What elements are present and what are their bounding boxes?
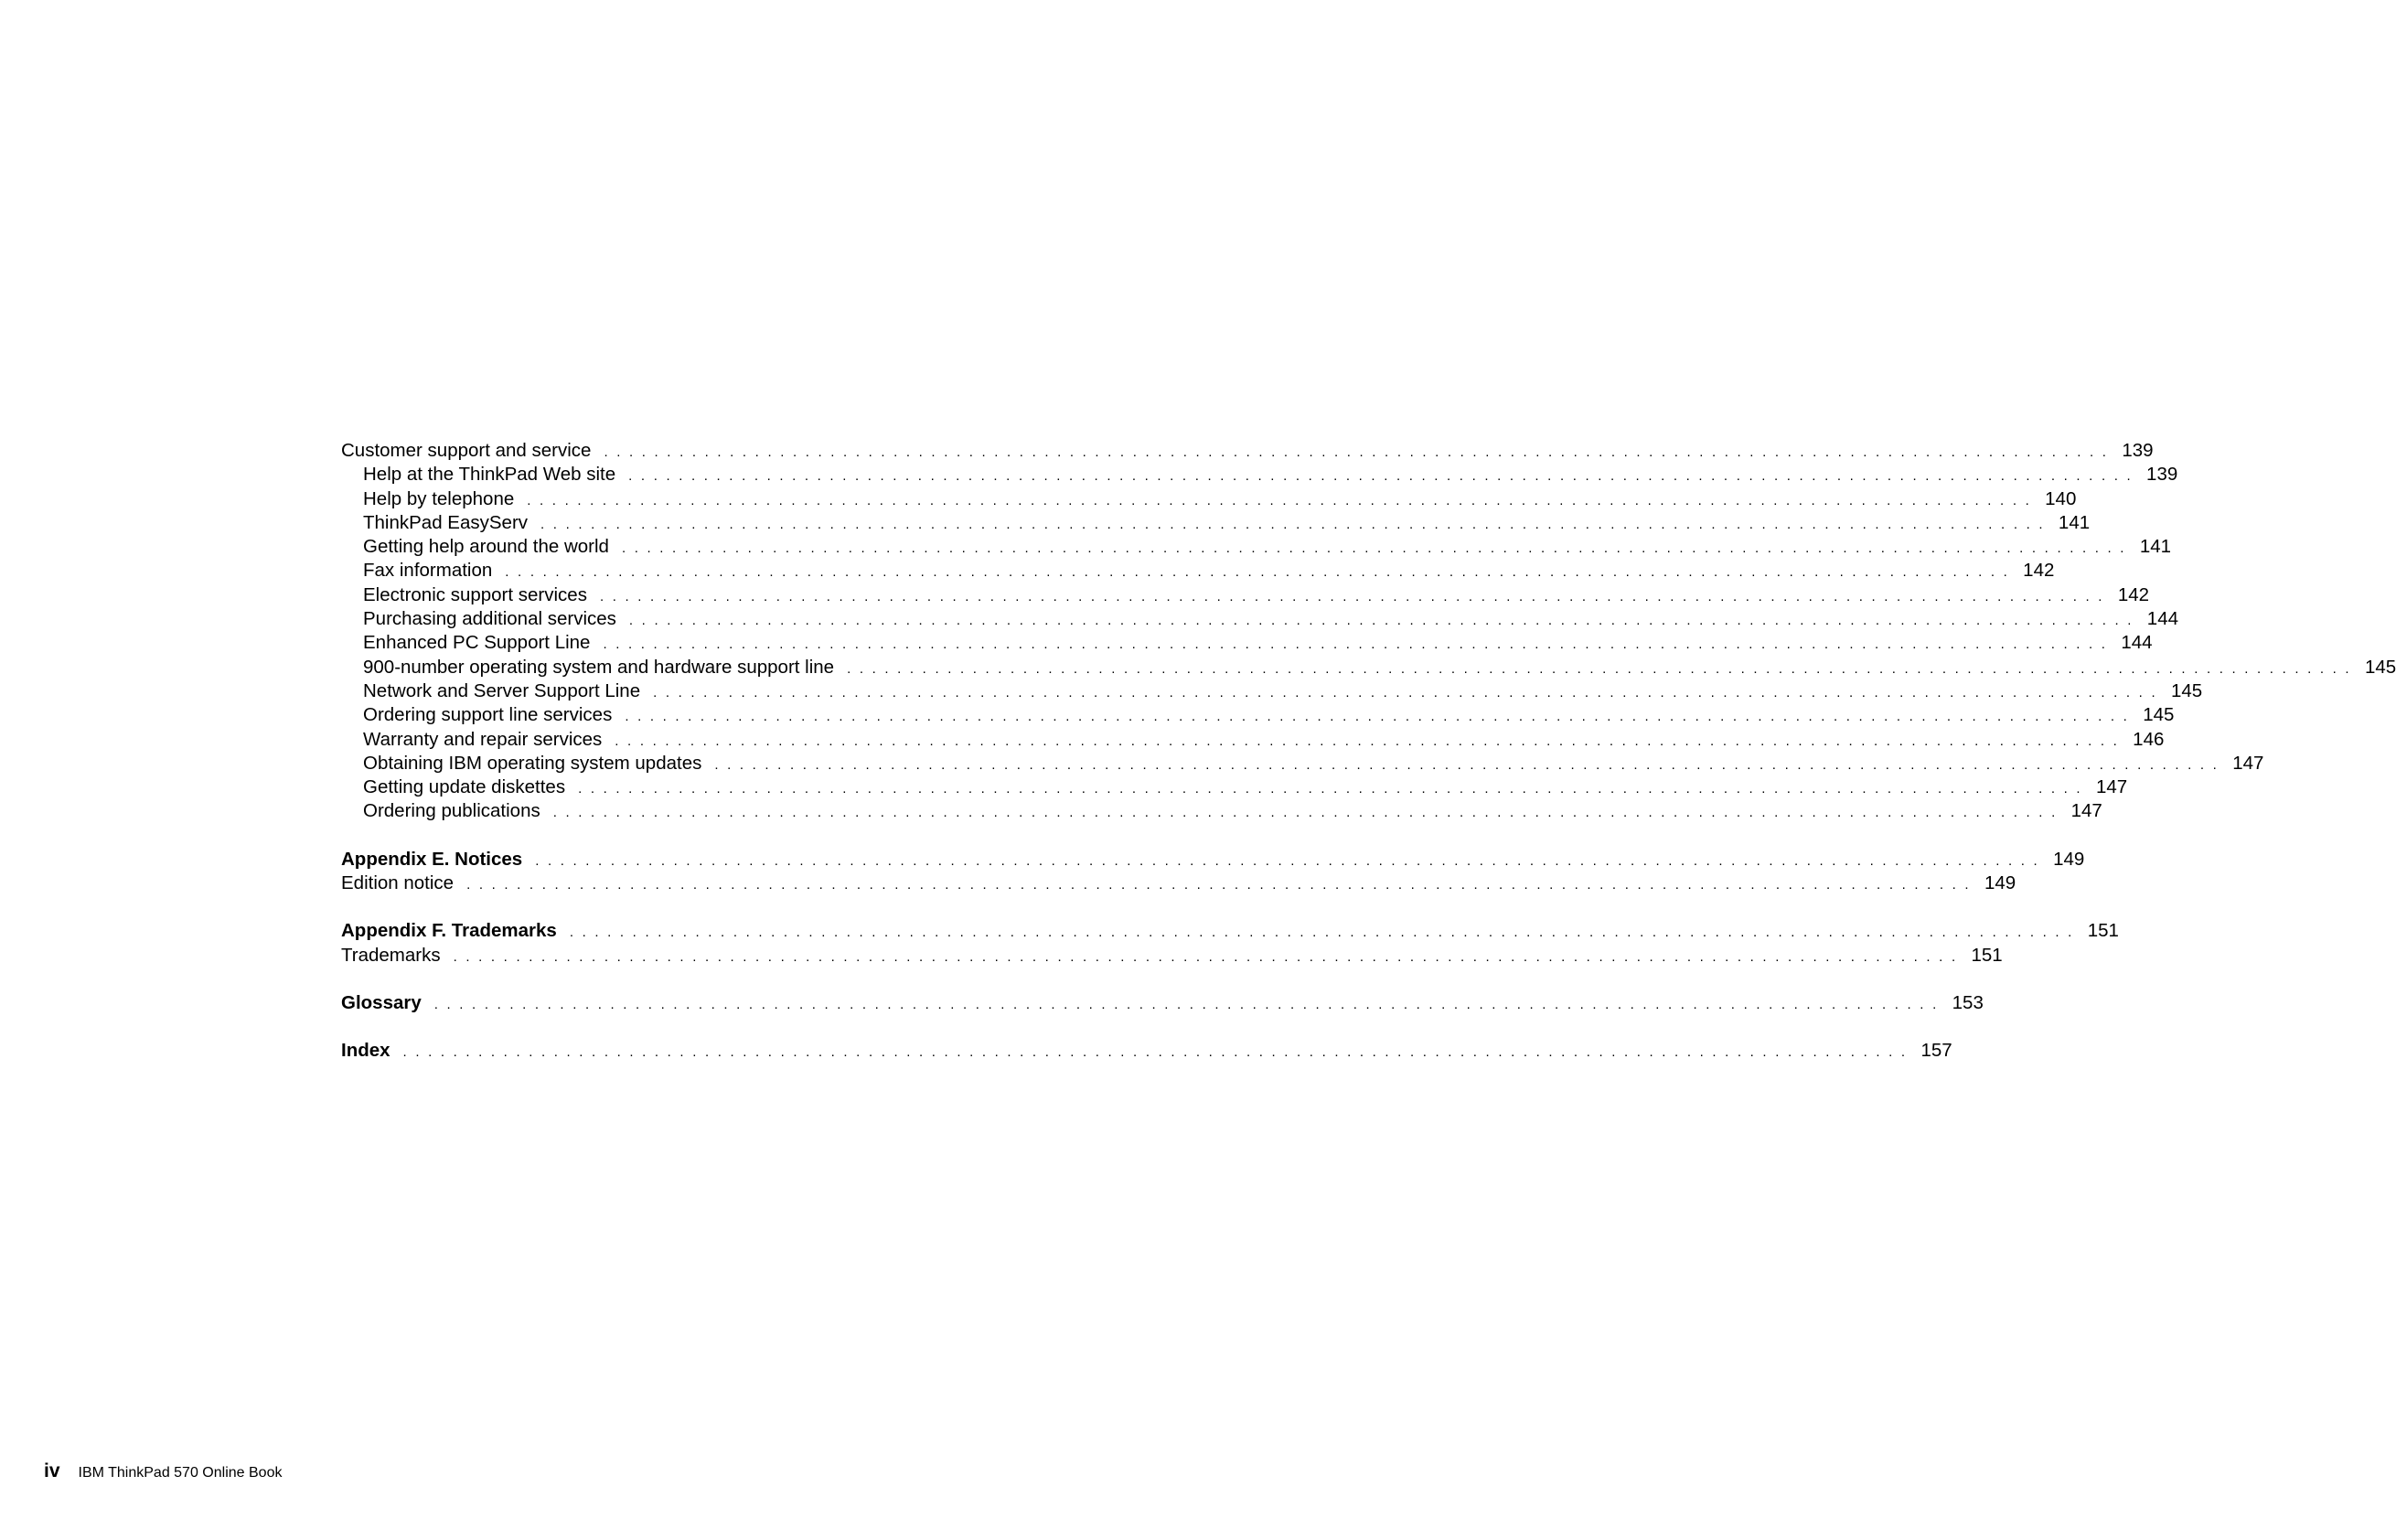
toc-entry[interactable]: [341, 848, 2085, 872]
dot-leader: ........................................................................................................................: [628, 613, 2141, 629]
dot-leader: ........................................................................................................................: [603, 636, 2114, 653]
toc-entry-page-number: 151: [2087, 920, 2119, 942]
toc-entry-title: Electronic support services: [363, 583, 587, 605]
dot-leader: ........................................................................................................................: [466, 877, 1978, 893]
toc-entry-title: Appendix E. Notices: [341, 848, 523, 870]
book-title: IBM ThinkPad 570 Online Book: [78, 1465, 283, 1481]
dot-leader: ........................................................................................................................: [625, 709, 2136, 725]
dot-leader: ........................................................................................................................: [578, 781, 2090, 797]
toc-entry-title: Help at the ThinkPad Web site: [363, 464, 616, 486]
toc-entry[interactable]: [341, 679, 2203, 703]
dot-leader: ........................................................................................................................: [628, 468, 2140, 485]
toc-entry[interactable]: [341, 463, 2178, 487]
toc-entry-page-number: 149: [1984, 872, 2016, 894]
toc-entry-title: Trademarks: [341, 944, 441, 966]
toc-entry-page-number: 146: [2133, 728, 2165, 750]
toc-entry-page-number: 153: [1952, 991, 1984, 1013]
dot-leader: ........................................................................................................................: [453, 948, 1964, 965]
toc-entry[interactable]: [341, 583, 2150, 607]
toc-entry-page-number: 145: [2143, 704, 2175, 726]
page-footer: [44, 1460, 282, 1482]
toc-entry-page-number: 144: [2146, 608, 2179, 630]
toc-entry-title: Edition notice: [341, 872, 455, 894]
toc-entry-title: Warranty and repair services: [363, 728, 603, 750]
toc-entry[interactable]: [341, 991, 1984, 1015]
toc-entry[interactable]: [341, 607, 2179, 631]
dot-leader: ........................................................................................................................: [505, 564, 2016, 581]
toc-entry-page-number: 144: [2121, 632, 2153, 654]
toc-entry-title: Getting update diskettes: [363, 776, 566, 798]
toc-entry[interactable]: [341, 535, 2172, 559]
toc-entry[interactable]: [341, 631, 2153, 655]
dot-leader: ........................................................................................................................: [402, 1044, 1914, 1061]
toc-entry-title: Getting help around the world: [363, 536, 609, 558]
toc-entry-page-number: 140: [2045, 487, 2077, 509]
dot-leader: ........................................................................................................................: [433, 996, 1945, 1012]
toc-entry-title: Fax information: [363, 560, 493, 582]
toc-entry-page-number: 139: [2146, 464, 2178, 486]
toc-entry[interactable]: [341, 559, 2055, 583]
toc-entry-page-number: 149: [2053, 848, 2085, 870]
toc-entry-title: Enhanced PC Support Line: [363, 632, 591, 654]
dot-leader: ........................................................................................................................: [527, 492, 2038, 508]
dot-leader: ........................................................................................................................: [535, 852, 2047, 869]
dot-leader: ........................................................................................................................: [847, 660, 2359, 677]
toc-entry-page-number: 141: [2139, 536, 2172, 558]
dot-leader: ........................................................................................................................: [540, 516, 2052, 532]
toc-entry-title: Glossary: [341, 991, 422, 1013]
toc-entry[interactable]: [341, 439, 2154, 463]
toc-entry[interactable]: [341, 775, 2128, 799]
toc-entry[interactable]: [341, 511, 2091, 535]
toc-entry[interactable]: [341, 872, 2016, 895]
toc-entry-page-number: 157: [1920, 1040, 1952, 1062]
dot-leader: ........................................................................................................................: [714, 756, 2226, 773]
toc-entry[interactable]: [341, 656, 2396, 679]
toc-entry-title: Appendix F. Trademarks: [341, 920, 557, 942]
toc-entry-title: Obtaining IBM operating system updates: [363, 752, 702, 774]
page-number: iv: [44, 1460, 60, 1481]
toc-entry-page-number: 141: [2058, 511, 2091, 533]
dot-leader: ........................................................................................................................: [653, 684, 2165, 700]
dot-leader: ........................................................................................................................: [615, 733, 2126, 749]
toc-entry-page-number: 147: [2095, 776, 2128, 798]
toc-entry-page-number: 147: [2070, 800, 2102, 822]
toc-entry[interactable]: [341, 728, 2165, 752]
toc-entry-page-number: 139: [2122, 440, 2154, 461]
toc-entry-title: Customer support and service: [341, 440, 592, 461]
toc-entry[interactable]: [341, 919, 2119, 943]
toc-entry[interactable]: [341, 752, 2264, 775]
toc-entry-title: Ordering publications: [363, 800, 540, 822]
toc-entry-title: 900-number operating system and hardware support line: [363, 656, 835, 678]
toc-entry-page-number: 151: [1971, 944, 2003, 966]
dot-leader: ........................................................................................................................: [604, 444, 2115, 460]
toc-entry-title: Network and Server Support Line: [363, 679, 641, 701]
toc-entry[interactable]: [341, 487, 2077, 511]
toc-entry-page-number: 145: [2171, 679, 2203, 701]
toc-entry-page-number: 147: [2232, 752, 2264, 774]
toc-entry[interactable]: [341, 1039, 1952, 1063]
toc-entry-page-number: 145: [2364, 656, 2396, 678]
dot-leader: ........................................................................................................................: [599, 588, 2112, 604]
table-of-contents: [341, 439, 2396, 1064]
dot-leader: ........................................................................................................................: [621, 540, 2134, 557]
toc-entry-page-number: 142: [2023, 560, 2055, 582]
toc-entry-page-number: 142: [2117, 583, 2150, 605]
toc-entry[interactable]: [341, 944, 2003, 968]
toc-entry-title: Index: [341, 1040, 390, 1062]
toc-entry-title: Ordering support line services: [363, 704, 613, 726]
toc-entry-title: Purchasing additional services: [363, 608, 616, 630]
toc-entry[interactable]: [341, 703, 2175, 727]
toc-entry[interactable]: [341, 799, 2102, 823]
dot-leader: ........................................................................................................................: [569, 925, 2080, 941]
toc-entry-title: ThinkPad EasyServ: [363, 511, 529, 533]
toc-entry-title: Help by telephone: [363, 487, 515, 509]
dot-leader: ........................................................................................................................: [552, 805, 2064, 821]
